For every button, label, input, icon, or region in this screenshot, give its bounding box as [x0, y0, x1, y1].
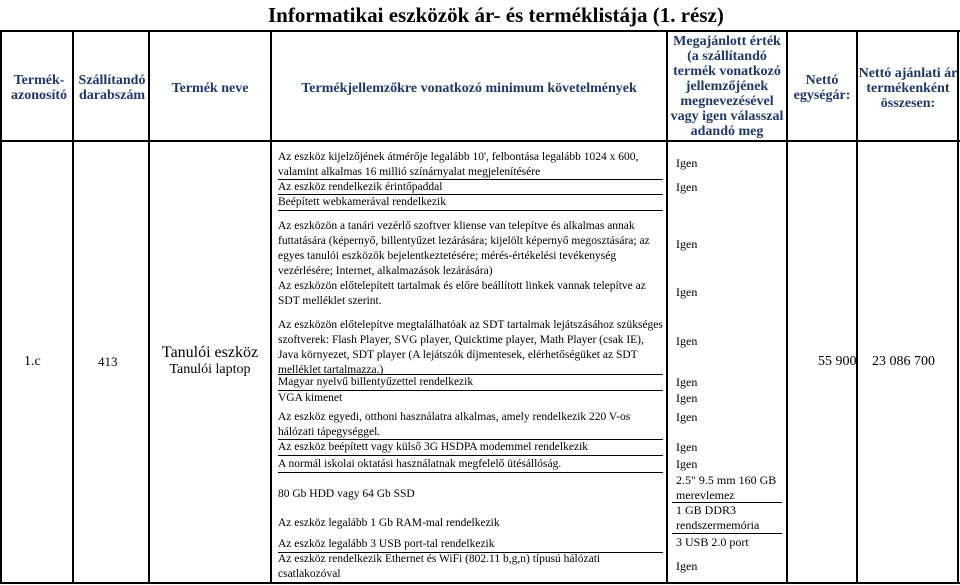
page-title: Informatikai eszközök ár- és terméklistája (1. rész)	[268, 3, 724, 27]
header-product-id: Termék-azonosító	[11, 73, 67, 103]
value-display: Igen	[676, 156, 698, 170]
header-offered-value: Megajánlott érték (a szállítandó termék vonatkozó jellemzőjének megnevezésével vagy igen válasszal adandó meg	[670, 33, 784, 139]
requirement-preinstalled-content: Az eszközön előtelepített tartalmak és előre beállított linkek vannak telepítve az SDT melléklet szerint.	[278, 280, 646, 307]
value-storage: 2.5" 9.5 mm 160 GB merevlemez	[676, 473, 777, 502]
value-players: Igen	[676, 334, 698, 348]
value-teacher-software: Igen	[676, 237, 698, 251]
requirement-webcam: Beépített webkamerával rendelkezik	[278, 196, 446, 208]
requirement-ram: Az eszköz legalább 1 Gb RAM-mal rendelkezik	[278, 517, 500, 529]
product-quantity: 413	[98, 354, 118, 369]
header-unit-price: Nettó egységár:	[793, 73, 851, 103]
value-ram: 1 GB DDR3 rendszermemória	[676, 503, 760, 532]
col-divider-1	[72, 30, 74, 584]
requirement-power: Az eszköz egyedi, otthoni használatra alkalmas, amely rendelkezik 220 V-os hálózati tápegységgel.	[278, 411, 631, 438]
table-bottom-border	[0, 582, 960, 584]
value-power: Igen	[676, 410, 698, 424]
header-total-price: Nettó ajánlati ár termékenként összesen:	[858, 65, 958, 111]
requirement-keyboard: Magyar nyelvű billentyűzettel rendelkezik	[278, 376, 474, 388]
value-underline	[672, 533, 782, 534]
header-product-name: Termék neve	[171, 80, 249, 96]
requirement-storage: 80 Gb HDD vagy 64 Gb SSD	[278, 488, 415, 500]
row-underline	[278, 455, 663, 456]
row-underline	[278, 472, 663, 473]
value-modem: Igen	[676, 440, 698, 454]
table-top-border	[0, 30, 960, 32]
header-bottom-border	[0, 140, 960, 142]
requirement-teacher-software: Az eszközön a tanári vezérlő szoftver kliense van telepítve és alkalmas annak futtatására (képernyő, billentyűzet lezárására; kijelölt képernyő megosztására; az egyes tanulói eszközök bejelentkeztetésére; mérés-értékelési tevékenység vezérlésére; Internet, alkalmazások lezárására)	[278, 220, 650, 277]
requirement-touchpad: Az eszköz rendelkezik érintőpaddal	[278, 181, 443, 193]
requirement-modem: Az eszköz beépített vagy külső 3G HSDPA modemmel rendelkezik	[278, 441, 589, 453]
requirement-vga: VGA kimenet	[278, 392, 343, 404]
total-price: 23 086 700	[872, 354, 935, 369]
product-id: 1.c	[24, 354, 41, 369]
value-preinstalled-content: Igen	[676, 285, 698, 299]
requirement-display: Az eszköz kijelzőjének átmérője legalább 10', felbontása legalább 1024 x 600, valamint alkalmas 16 millió színárnyalat megjelenítésére	[278, 151, 639, 178]
value-usb: 3 USB 2.0 port	[676, 535, 749, 549]
header-requirements: Termékjellemzőkre vonatkozó minimum követelmények	[301, 80, 637, 96]
requirement-usb: Az eszköz legalább 3 USB port-tal rendelkezik	[278, 538, 495, 550]
product-subname: Tanulói laptop	[169, 362, 251, 377]
value-vga: Igen	[676, 391, 698, 405]
value-shock-resistance: Igen	[676, 457, 698, 471]
col-divider-0	[0, 30, 2, 584]
unit-price: 55 900	[818, 354, 857, 369]
value-keyboard: Igen	[676, 375, 698, 389]
product-name: Tanulói eszköz	[161, 344, 259, 361]
requirement-network: Az eszköz rendelkezik Ethernet és WiFi (802.11 b,g,n) típusú hálózati csatlakozóval	[278, 553, 601, 580]
value-touchpad: Igen	[676, 180, 698, 194]
requirement-shock-resistance: A normál iskolai oktatási használatnak megfelelő ütésállóság.	[278, 458, 562, 470]
row-underline	[278, 210, 663, 211]
requirement-players: Az eszközön előtelepítve megtalálhatóak az SDT tartalmak lejátszásához szükséges szoftverek: Flash Player, SVG player, Quicktime player, Math Player (csak IE), Java környezet, SDT player (A lejátszók díjmentesek, elérhetőségüket az SDT melléklet tartalmazza.)	[278, 319, 663, 376]
value-network: Igen	[676, 559, 698, 573]
header-quantity: Szállítandó darabszám	[78, 73, 146, 103]
